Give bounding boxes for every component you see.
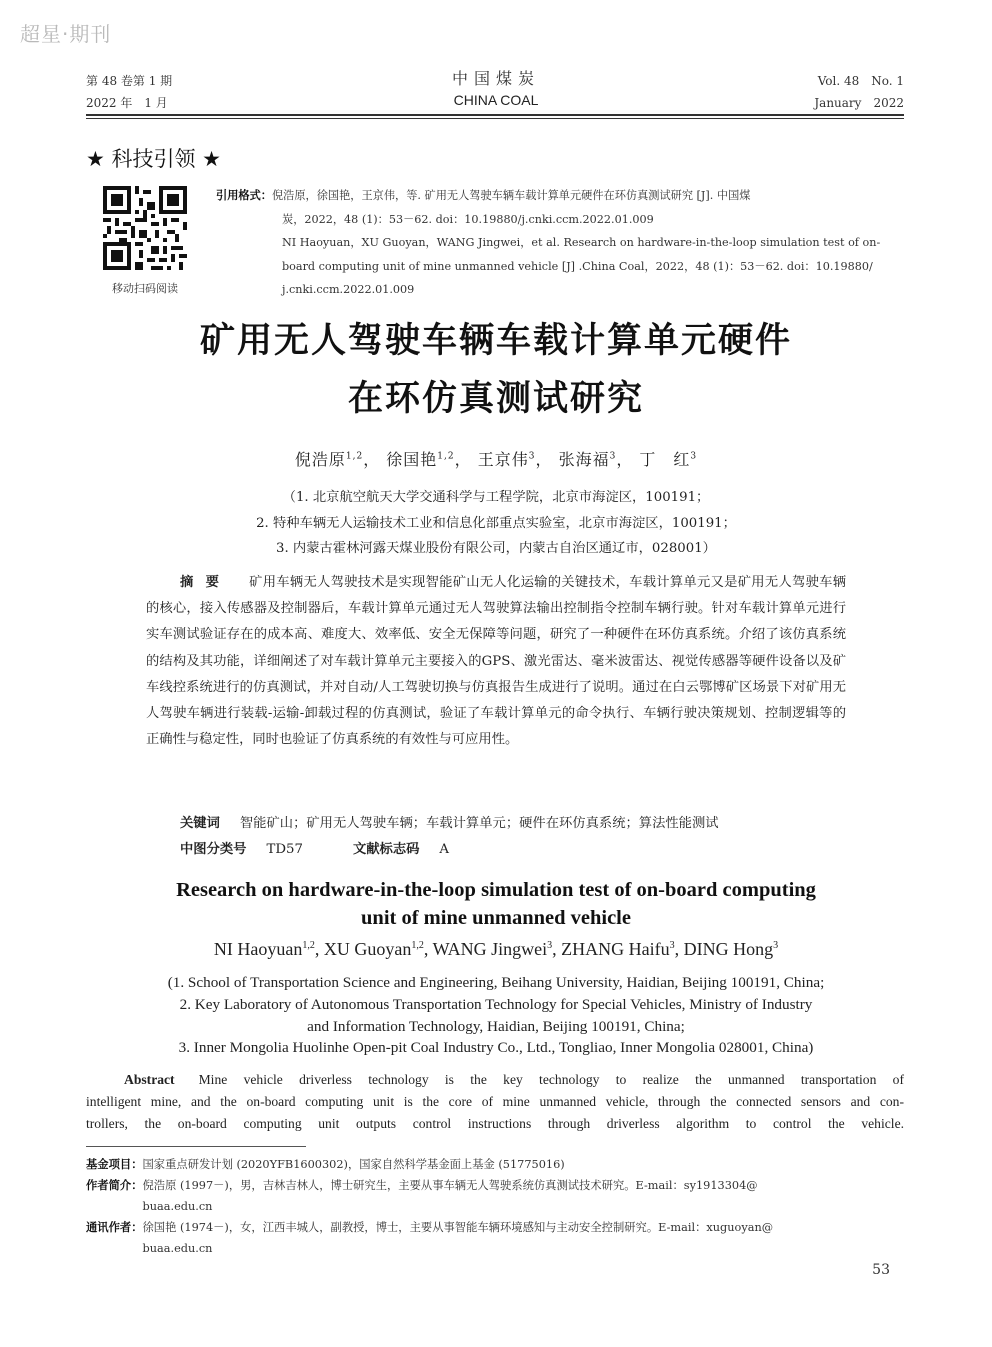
keywords-label: 关键词 [180,816,220,831]
affiliation-cn: 3. 内蒙古霍林河露天煤业股份有限公司，内蒙古自治区通辽市，028001） [276,541,716,556]
watermark-logo: 超星·期刊 [20,22,112,46]
journal-name-cn: 中国煤炭 [451,69,540,88]
page-number: 53 [872,1262,890,1278]
header-issue: 第 48 卷第 1 期 [86,74,173,88]
footnote-author [86,1175,904,1217]
author-cn-name: 王京伟 [477,450,529,469]
header-volume-info [814,70,904,114]
header-volume: Vol. 48 No. 1 [817,74,904,88]
footnotes [86,1154,904,1259]
abstract-en [86,1069,904,1135]
header-rule-thin [86,118,904,119]
affiliation-en: (1. School of Transportation Science and Engineering, Beihang University, Haidian, Beijing 100191, China; [167,974,825,991]
author-bio-label: 作者简介： [86,1178,143,1192]
fund-label: 基金项目： [86,1157,143,1171]
citation-cn-line1: 倪浩原，徐国艳，王京伟，等. 矿用无人驾驶车辆车载计算单元硬件在环仿真测试研究 [J]. 中国煤 [271,189,751,202]
keywords-text: 智能矿山；矿用无人驾驶车辆；车载计算单元；硬件在环仿真系统；算法性能测试 [239,816,719,831]
author-en-affil: 1,2 [302,940,315,951]
author-cn-affil: 3 [690,451,698,462]
section-tag: ★ 科技引领 ★ [86,147,222,171]
author-cn-name: 丁 红 [639,450,691,469]
citation-cn-line2: 炭，2022，48 (1)：53－62. doi：10.19880/j.cnki.ccm.2022.01.009 [282,212,654,226]
author-cn-affil: 1,2 [345,451,364,462]
qr-code-icon[interactable] [103,186,187,270]
header-date: 2022 年 1 月 [86,96,168,110]
footnote-corresponding [86,1217,904,1259]
author-bio-text: 倪浩原 (1997－)，男，吉林吉林人，博士研究生，主要从事车辆无人驾驶系统仿真测试技术研究。E-mail：sy1913304@ [142,1179,758,1192]
author-en-name: XU Guoyan [323,939,412,959]
footnote-fund [86,1154,904,1175]
affiliations-cn [0,485,992,562]
footnote-divider [86,1146,306,1147]
title-cn-line1: 矿用无人驾驶车辆车载计算单元硬件 [199,321,792,361]
authors-cn: 倪浩原$^{1,2}$， 徐国艳$^{1,2}$， 王京伟$^3$， 张海福$^3$， 丁 红$^3$ [294,450,698,469]
corr-label: 通讯作者： [86,1220,143,1234]
author-en-name: DING Hong [683,939,774,959]
affiliation-en: and Information Technology, Haidian, Beijing 100191, China; [307,1017,685,1035]
author-en-affil: 3 [669,940,675,951]
author-cn-name: 张海福 [558,450,610,469]
abstract-en-label: Abstract [124,1072,175,1087]
fund-text: 国家重点研发计划 (2020YFB1600302)，国家自然科学基金面上基金 (51775016) [142,1158,565,1171]
corr-text: 徐国艳 (1974－)，女，江西丰城人，副教授，博士，主要从事智能车辆环境感知与主动安全控制研究。E-mail：xuguoyan@ [142,1221,774,1234]
author-en-name: WANG Jingwei [432,939,548,959]
abstract-cn-label: 摘要 [180,575,232,590]
author-en-affil: 3 [547,940,553,951]
title-en-line2: unit of mine unmanned vehicle [361,907,631,929]
author-en-name: ZHANG Haifu [561,939,670,959]
author-en-affil: 3 [773,940,779,951]
author-cn-affil: 3 [528,451,536,462]
abstract-cn [146,570,846,753]
citation-label: 引用格式： [216,188,272,202]
header-month: January 2022 [814,96,904,110]
citation-en-line1: NI Haoyuan，XU Guoyan，WANG Jingwei，et al. Research on hardware-in-the-loop simulation test of on- [282,236,881,249]
corr-text-cont: buaa.edu.cn [142,1242,213,1255]
affiliation-cn: （1. 北京航空航天大学交通科学与工程学院，北京市海淀区，100191； [282,490,710,505]
author-cn-name: 倪浩原 [294,450,346,469]
affiliations-en [0,972,992,1059]
qr-label: 移动扫码阅读 [112,282,178,295]
citation-en-line3: j.cnki.ccm.2022.01.009 [282,283,415,296]
author-cn-affil: 1,2 [437,451,455,462]
affiliation-en: 3. Inner Mongolia Huolinhe Open-pit Coal Industry Co., Ltd., Tongliao, Inner Mongolia 028001, China) [178,1039,814,1057]
citation-en-line2: board computing unit of mine unmanned vehicle [J] .China Coal，2022，48 (1)：53－62. doi：10.19880/ [282,259,873,273]
header-rule-thick [86,114,904,116]
abstract-en-line2: intelligent mine, and the on-board computing unit is the core of mine unmanned vehicle, through the connected sensors and con- [86,1094,904,1109]
abstract-en-line3: trollers, the on-board computing unit outputs control instructions through driverless algorithm to control the vehicle. [86,1116,904,1131]
title-cn-line2: 在环仿真测试研究 [347,379,644,419]
doc-code-label: 文献标志码 [352,842,420,857]
author-bio-text-cont: buaa.edu.cn [142,1200,213,1213]
author-cn-affil: 3 [609,451,617,462]
author-cn-name: 徐国艳 [386,450,438,469]
affiliation-cn: 2. 特种车辆无人运输技术工业和信息化部重点实验室，北京市海淀区，100191； [256,515,736,531]
abstract-en-line1: Mine vehicle driverless technology is the key technology to realize the unmanned transportation of [198,1072,904,1087]
authors-en: NI Haoyuan$^{1,2}$, XU Guoyan$^{1,2}$, WANG Jingwei$^3$, ZHANG Haifu$^3$, DING Hong$^3$ [213,939,779,959]
title-en [0,876,992,932]
keywords-cn [180,812,719,831]
journal-name-en: CHINA COAL [453,92,539,108]
clc-label: 中图分类号 [180,842,247,857]
doc-code-value: A [439,842,450,857]
title-cn [0,312,992,428]
author-en-name: NI Haoyuan [213,939,303,959]
author-en-affil: 1,2 [411,940,424,951]
citation-block [216,184,906,302]
abstract-cn-text: 矿用车辆无人驾驶技术是实现智能矿山无人化运输的关键技术，车载计算单元又是矿用无人驾驶车辆的核心，接入传感器及控制器后，车载计算单元通过无人驾驶算法输出控制指令控制车辆行驶。针对车载计算单元进行实车测试验证存在的成本高、难度大、效率低、安全无保障等问题，研究了一种硬件在环仿真系统。介绍了该仿真系统的结构及其功能，详细阐述了对车载计算单元主要接入的GPS、激光雷达、毫米波雷达、视觉传感器等硬件设备以及矿车线控系统进行的仿真测试，并对自动/人工驾驶切换与仿真报告生成进行了说明。通过在白云鄂博矿区场景下对矿用无人驾驶车辆进行装载-运输-卸载过程的仿真测试，验证了车载计算单元的命令执行、车辆行驶决策规划、控制逻辑等的正确性与稳定性，同时也验证了仿真系统的有效性与可应用性。 [146,575,847,748]
classification [180,838,449,857]
clc-value: TD57 [266,842,303,857]
affiliation-en: 2. Key Laboratory of Autonomous Transportation Technology for Special Vehicles, Ministry of Industry [179,995,813,1013]
title-en-line1: Research on hardware-in-the-loop simulation test of on-board computing [176,879,816,901]
